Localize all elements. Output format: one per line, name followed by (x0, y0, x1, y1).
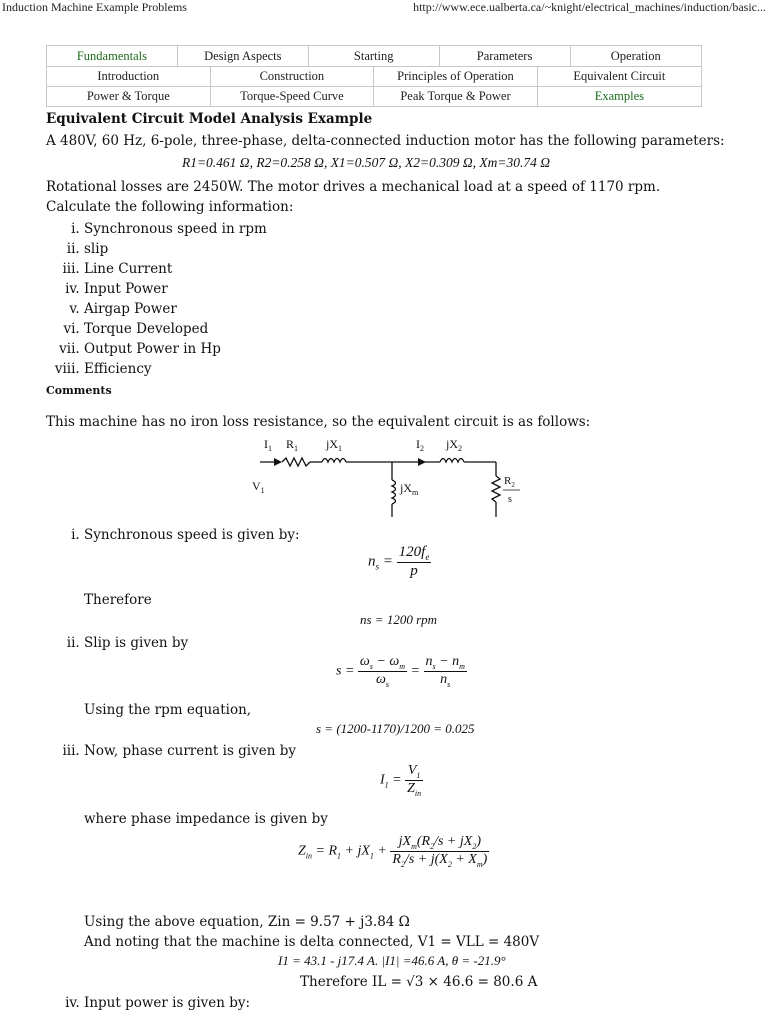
list-item: iv. Input power is given by: (84, 993, 724, 1013)
list-item: i. Synchronous speed in rpm (84, 219, 726, 239)
parameter-list: R1=0.461 Ω, R2=0.258 Ω, X1=0.507 Ω, X2=0.309 Ω, Xm=30.74 Ω (181, 155, 551, 170)
current-i1-label: $I_1$ (264, 437, 272, 453)
navigation-table (46, 45, 702, 107)
solution-step-1 (46, 525, 724, 545)
magnetizing-reactance-label: $jX_m$ (400, 481, 419, 497)
therefore-text: Therefore (84, 592, 152, 608)
list-item: iii. Now, phase current is given by (84, 741, 724, 761)
zin-result-text: Using the above equation, Zin = 9.57 + j3.84 Ω (84, 914, 410, 930)
slip-formula: s = $\frac{\omega_s - \omega_m}{\omega_s}$ = $\frac{n_s - n_m}{n_s}$ (336, 654, 465, 689)
circuit-note: This machine has no iron loss resistance, so the equivalent circuit is as follows: (46, 414, 591, 430)
solution-step-4 (46, 993, 724, 1013)
nav-torque-speed-curve[interactable]: Torque-Speed Curve (210, 87, 374, 107)
reactance-jx1-label: $jX_1$ (326, 437, 342, 453)
comments-label: Comments (46, 384, 112, 397)
phase-current-formula: $I_1$ = $\frac{V_1}{Z_{in}}$ (380, 763, 422, 798)
list-item: vi. Torque Developed (84, 319, 726, 339)
synchronous-speed-result: ns = 1200 rpm (360, 612, 438, 627)
task-list (46, 219, 726, 379)
list-item: vii. Output Power in Hp (84, 339, 726, 359)
equivalent-circuit-diagram (240, 432, 540, 522)
phase-current-result: I1 = 43.1 - j17.4 A. |I1| =46.6 A, θ = -21.9° (278, 953, 506, 968)
nav-introduction[interactable]: Introduction (47, 67, 211, 87)
using-rpm-text: Using the rpm equation, (84, 702, 252, 718)
list-item: iii. Line Current (84, 259, 726, 279)
problem-intro: A 480V, 60 Hz, 6-pole, three-phase, delta-connected induction motor has the following parameters: (46, 133, 725, 149)
page-header (0, 0, 768, 16)
list-item: v. Airgap Power (84, 299, 726, 319)
current-i2-label: $I_2$ (416, 437, 424, 453)
slip-denominator-label: s (508, 494, 512, 505)
document-title: Induction Machine Example Problems (2, 0, 187, 14)
nav-equivalent-circuit[interactable]: Equivalent Circuit (537, 67, 701, 87)
list-item: i. Synchronous speed is given by: (84, 525, 724, 545)
impedance-formula: $Z_{in} = R_1 + jX_1$ + $\frac{jX_m(R_2/s + jX_2)}{R_2/s + j(X_2 + X_m)}$ (298, 834, 488, 869)
list-item: ii. Slip is given by (84, 633, 724, 653)
delta-connection-text: And noting that the machine is delta connected, V1 = VLL = 480V (84, 934, 540, 950)
nav-principles-of-operation[interactable]: Principles of Operation (374, 67, 538, 87)
slip-result: s = (1200-1170)/1200 = 0.025 (316, 721, 475, 736)
nav-fundamentals[interactable]: Fundamentals (47, 46, 178, 67)
list-item: iv. Input Power (84, 279, 726, 299)
nav-operation[interactable]: Operation (570, 46, 702, 67)
synchronous-speed-formula: $n_s$ = $\frac{120f_e}{p}$ (368, 544, 430, 579)
losses-statement: Rotational losses are 2450W. The motor drives a mechanical load at a speed of 1170 rpm. Calculate the following information: (46, 179, 661, 215)
source-url[interactable]: http://www.ece.ualberta.ca/~knight/electrical_machines/induction/basic... (413, 0, 766, 14)
nav-starting[interactable]: Starting (308, 46, 439, 67)
line-current-result: Therefore IL = √3 × 46.6 = 80.6 A (300, 974, 538, 990)
rotor-resistance-label: $R_2$ (504, 475, 515, 489)
nav-power-torque[interactable]: Power & Torque (47, 87, 211, 107)
main-content (46, 109, 726, 432)
voltage-v1-label: $V_1$ (252, 479, 265, 495)
page-title: Equivalent Circuit Model Analysis Example (46, 111, 373, 127)
list-item: ii. slip (84, 239, 726, 259)
nav-peak-torque-power[interactable]: Peak Torque & Power (374, 87, 538, 107)
solution-step-2 (46, 633, 724, 653)
nav-design-aspects[interactable]: Design Aspects (177, 46, 308, 67)
nav-parameters[interactable]: Parameters (439, 46, 570, 67)
where-impedance-text: where phase impedance is given by (84, 811, 328, 827)
list-item: viii. Efficiency (84, 359, 726, 379)
nav-examples[interactable]: Examples (537, 87, 701, 107)
nav-construction[interactable]: Construction (210, 67, 374, 87)
resistor-r1-label: $R_1$ (286, 437, 299, 453)
reactance-jx2-label: $jX_2$ (446, 437, 462, 453)
solution-step-3 (46, 741, 724, 761)
